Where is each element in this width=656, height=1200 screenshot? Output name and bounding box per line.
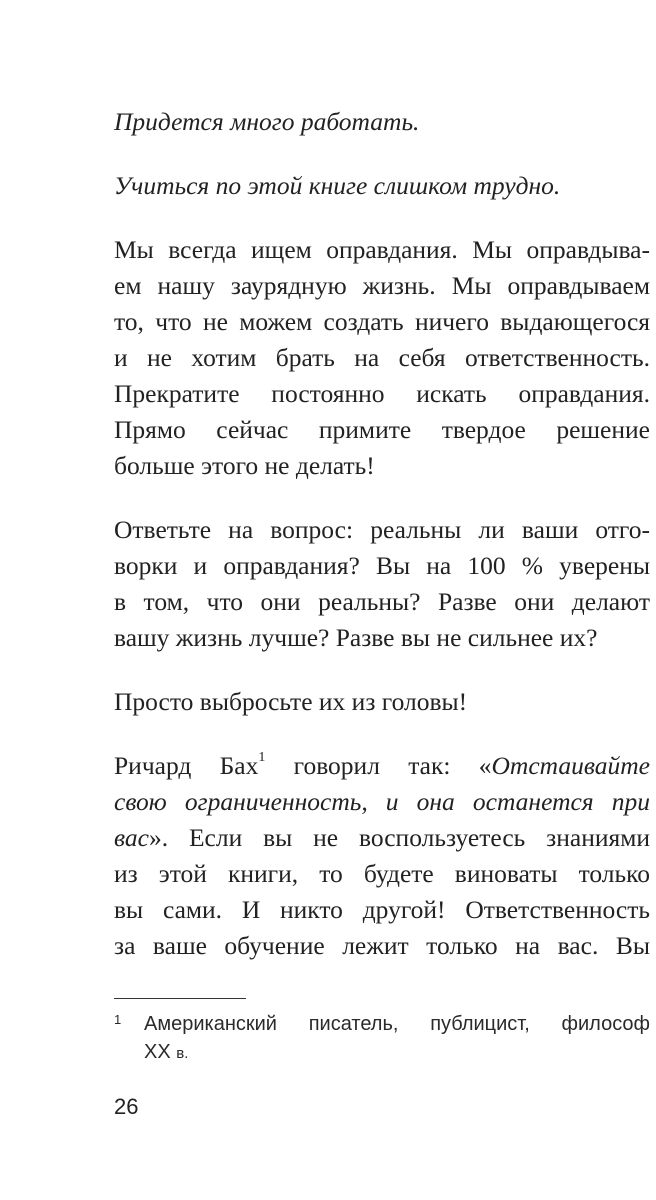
text-line: Учиться по этой книге слишком трудно.	[114, 171, 561, 200]
footnote-text: XX	[144, 1041, 177, 1063]
text-line: за ваше обучение лежит только на вас. Вы	[114, 931, 650, 960]
footnote-divider	[114, 998, 246, 999]
quote-italic: вас	[114, 823, 149, 852]
text-line: и не хотим брать на себя ответственность.	[114, 343, 650, 372]
text-line: Мы всегда ищем оправдания. Мы оправдыва-	[114, 235, 650, 264]
footnote-line	[114, 1010, 650, 1038]
paragraph-3	[114, 232, 650, 484]
text-line: Прямо сейчас примите твердое решение	[114, 415, 650, 444]
text-line: в том, что они реальны? Разве они делают	[114, 587, 650, 616]
text-line: Ответьте на вопрос: реальны ли ваши отго-	[114, 515, 650, 544]
text-line: ворки и оправдания? Вы на 100 % уверены	[114, 551, 650, 580]
text-line	[114, 748, 650, 784]
paragraph-1	[114, 104, 650, 140]
text-run: Ричард Бах	[114, 751, 259, 780]
footnote-reference: 1	[258, 750, 266, 765]
footnote-text: Американский писатель, публицист, философ	[144, 1013, 650, 1035]
page-body	[114, 104, 650, 964]
text-line: Прекратите постоянно искать оправдания.	[114, 379, 650, 408]
text-line: Просто выбросьте их из головы!	[114, 687, 468, 716]
footnote-number: 1	[114, 1012, 122, 1027]
text-line: больше этого не делать!	[114, 451, 375, 480]
text-line	[114, 820, 650, 856]
paragraph-4	[114, 512, 650, 656]
footnote	[114, 1010, 650, 1066]
quote-italic: свою ограниченность, и она останется при	[114, 787, 650, 816]
footnote-line	[114, 1038, 650, 1066]
text-line: вашу жизнь лучше? Разве вы не сильнее их?	[114, 623, 598, 652]
quote-italic: Отстаивайте	[491, 751, 650, 780]
footnote-text: в.	[176, 1045, 189, 1062]
text-line: из этой книги, то будете виноваты только	[114, 859, 650, 888]
text-line: ем нашу заурядную жизнь. Мы оправдываем	[114, 271, 650, 300]
text-run: говорил так: «	[265, 751, 492, 780]
paragraph-5	[114, 684, 650, 720]
text-line: то, что не можем создать ничего выдающегося	[114, 307, 650, 336]
text-run: ». Если вы не воспользуетесь знаниями	[148, 823, 650, 852]
text-line: Придется много работать.	[114, 107, 420, 136]
paragraph-6	[114, 748, 650, 964]
paragraph-2	[114, 168, 650, 204]
page-number: 26	[114, 1094, 139, 1119]
text-line: вы сами. И никто другой! Ответственность	[114, 895, 650, 924]
